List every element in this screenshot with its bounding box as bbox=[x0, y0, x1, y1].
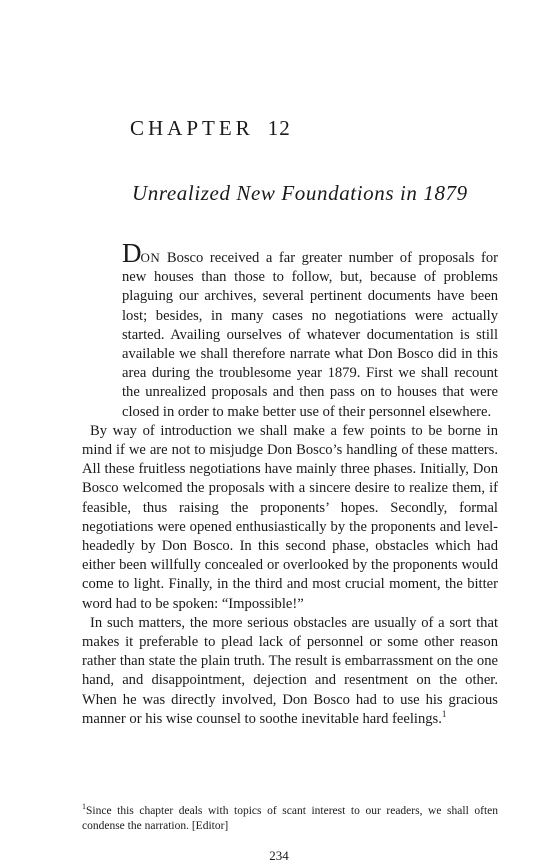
paragraph-3 bbox=[82, 614, 498, 729]
footnote-text: Since this chapter deals with topics of scant interest to our readers, we shall often condense the narration. [Editor] bbox=[82, 805, 498, 832]
footnote-reference: 1 bbox=[441, 709, 447, 720]
chapter-title: Unrealized New Foundations in 1879 bbox=[132, 181, 468, 205]
drop-cap-rest: ON bbox=[140, 250, 161, 265]
footnote bbox=[82, 804, 498, 834]
drop-cap: D bbox=[122, 238, 141, 268]
chapter-heading bbox=[130, 116, 291, 141]
page-number: 234 bbox=[269, 848, 289, 863]
chapter-label: CHAPTER bbox=[130, 116, 254, 140]
footnote-marker: 1 bbox=[82, 802, 86, 812]
paragraph-3-text: In such matters, the more serious obstacles are usually of a sort that makes it preferable to plead lack of personnel or some other reason rather than state the plain truth. The result is embarrassment on the one hand, and disappointment, dejection and resentment on the other. When he was directly involved, Don Bosco had to use his gracious manner or his wise counsel to soothe inevitable hard feelings. bbox=[82, 614, 498, 727]
paragraph-1-text: Bosco received a far greater number of proposals for new houses than those to follow, but, because of problems plaguing our archives, several pertinent documents have been lost; besides, in many cases no negotiations were actually started. Availing ourselves of whatever documentation is still available we shall therefore narrate what Don Bosco did in this area during the troublesome year 1879. First we shall recount the unrealized proposals and then pass on to houses that were closed in order to make better use of their personnel elsewhere. bbox=[122, 250, 498, 420]
paragraph-2: By way of introduction we shall make a few points to be borne in mind if we are not to misjudge Don Bosco’s handling of these matters. All these fruitless negotiations have mainly three phases. Initially, Don Bosco welcomed the proposals with a sincere desire to realize them, if feasible, thus raising the proponents’ hopes. Secondly, formal negotiations were opened enthusiastically by the proponents and level-headedly by Don Bosco. In this second phase, obstacles which had either been willfully concealed or overlooked by the proponents would come to light. Finally, in the third and most crucial moment, the bitter word had to be spoken: “Impossible!” bbox=[82, 422, 498, 612]
chapter-number: 12 bbox=[267, 116, 291, 140]
paragraph-1 bbox=[82, 238, 498, 422]
body-text bbox=[82, 238, 498, 729]
